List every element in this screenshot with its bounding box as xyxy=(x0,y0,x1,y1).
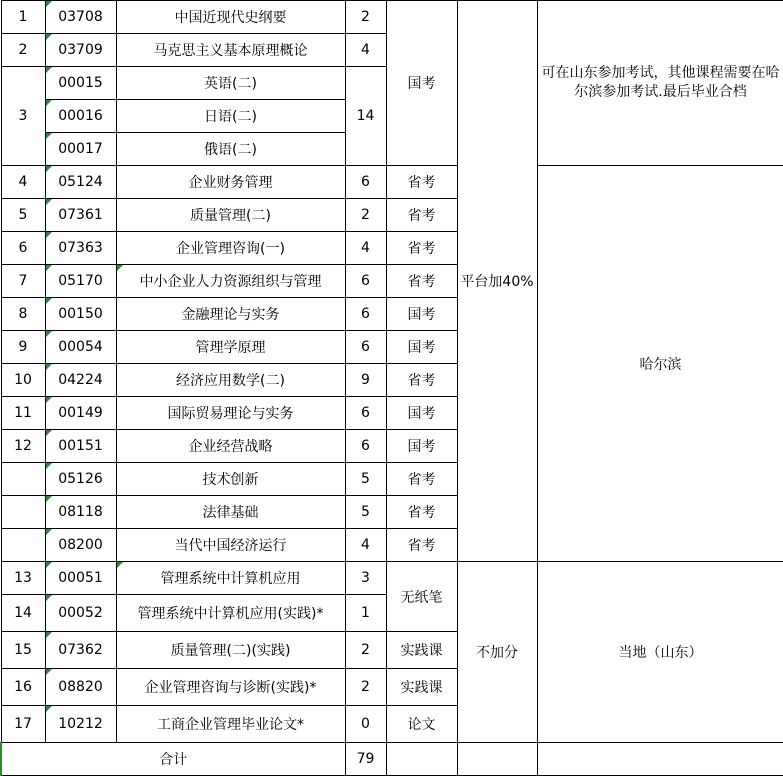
course-code: 00015 xyxy=(45,67,116,100)
course-name: 管理系统中计算机应用(实践)* xyxy=(116,595,345,632)
row-number: 11 xyxy=(1,397,45,430)
course-name: 技术创新 xyxy=(116,463,345,496)
credit: 0 xyxy=(345,706,386,743)
course-code: 08200 xyxy=(45,529,116,562)
exam-type: 省考 xyxy=(386,529,457,562)
empty-cell xyxy=(386,743,457,776)
row-number xyxy=(1,496,45,529)
credit: 5 xyxy=(345,496,386,529)
exam-type: 省考 xyxy=(386,265,457,298)
row-number: 17 xyxy=(1,706,45,743)
row-number: 4 xyxy=(1,166,45,199)
course-name: 管理系统中计算机应用 xyxy=(116,562,345,595)
course-code: 03709 xyxy=(45,34,116,67)
exam-type: 国考 xyxy=(386,430,457,463)
credit: 4 xyxy=(345,34,386,67)
credit: 14 xyxy=(345,67,386,166)
credit: 3 xyxy=(345,562,386,595)
course-name: 当代中国经济运行 xyxy=(116,529,345,562)
row-number: 14 xyxy=(1,595,45,632)
course-code: 03708 xyxy=(45,1,116,34)
course-code: 07363 xyxy=(45,232,116,265)
bonus: 平台加40% xyxy=(457,1,537,562)
course-name: 日语(二) xyxy=(116,100,345,133)
exam-type: 省考 xyxy=(386,364,457,397)
credit: 6 xyxy=(345,298,386,331)
exam-type: 论文 xyxy=(386,706,457,743)
row-number: 15 xyxy=(1,632,45,669)
course-code: 00051 xyxy=(45,562,116,595)
exam-type: 国考 xyxy=(386,331,457,364)
course-code: 00151 xyxy=(45,430,116,463)
credit: 2 xyxy=(345,669,386,706)
credit: 6 xyxy=(345,331,386,364)
credit: 6 xyxy=(345,265,386,298)
course-code: 05170 xyxy=(45,265,116,298)
exam-type: 省考 xyxy=(386,232,457,265)
course-code: 04224 xyxy=(45,364,116,397)
exam-type: 实践课 xyxy=(386,669,457,706)
course-name: 马克思主义基本原理概论 xyxy=(116,34,345,67)
course-code: 00052 xyxy=(45,595,116,632)
course-name: 企业财务管理 xyxy=(116,166,345,199)
course-code: 00054 xyxy=(45,331,116,364)
course-name: 工商企业管理毕业论文* xyxy=(116,706,345,743)
credit: 2 xyxy=(345,1,386,34)
course-code: 08118 xyxy=(45,496,116,529)
credit: 5 xyxy=(345,463,386,496)
row-number: 13 xyxy=(1,562,45,595)
course-code: 07361 xyxy=(45,199,116,232)
row-number: 7 xyxy=(1,265,45,298)
row-number: 5 xyxy=(1,199,45,232)
course-name: 金融理论与实务 xyxy=(116,298,345,331)
row-number: 3 xyxy=(1,67,45,166)
row-number xyxy=(1,463,45,496)
credit: 4 xyxy=(345,232,386,265)
exam-type: 实践课 xyxy=(386,632,457,669)
credit: 2 xyxy=(345,199,386,232)
exam-type: 国考 xyxy=(386,397,457,430)
course-code: 10212 xyxy=(45,706,116,743)
course-name: 中小企业人力资源组织与管理 xyxy=(116,265,345,298)
empty-cell xyxy=(537,743,783,776)
course-name: 质量管理(二)(实践) xyxy=(116,632,345,669)
row-number: 10 xyxy=(1,364,45,397)
exam-type: 省考 xyxy=(386,496,457,529)
exam-type: 国考 xyxy=(386,1,457,166)
course-code: 07362 xyxy=(45,632,116,669)
empty-cell xyxy=(457,743,537,776)
table-row xyxy=(1,562,783,595)
exam-type: 国考 xyxy=(386,298,457,331)
row-number: 8 xyxy=(1,298,45,331)
course-code: 00017 xyxy=(45,133,116,166)
credit: 2 xyxy=(345,632,386,669)
course-name: 经济应用数学(二) xyxy=(116,364,345,397)
course-name: 英语(二) xyxy=(116,67,345,100)
row-number: 2 xyxy=(1,34,45,67)
row-number: 1 xyxy=(1,1,45,34)
course-name: 质量管理(二) xyxy=(116,199,345,232)
credit: 6 xyxy=(345,166,386,199)
exam-type: 省考 xyxy=(386,199,457,232)
course-code: 00150 xyxy=(45,298,116,331)
total-row xyxy=(1,743,783,776)
course-name: 中国近现代史纲要 xyxy=(116,1,345,34)
row-number: 6 xyxy=(1,232,45,265)
exam-type: 省考 xyxy=(386,166,457,199)
exam-location: 哈尔滨 xyxy=(537,166,783,562)
course-code: 08820 xyxy=(45,669,116,706)
table-row xyxy=(1,1,783,34)
course-code: 00149 xyxy=(45,397,116,430)
exam-type: 省考 xyxy=(386,463,457,496)
course-name: 法律基础 xyxy=(116,496,345,529)
course-name: 企业经营战略 xyxy=(116,430,345,463)
credit: 4 xyxy=(345,529,386,562)
course-code: 00016 xyxy=(45,100,116,133)
total-label: 合计 xyxy=(1,743,345,776)
total-credit: 79 xyxy=(345,743,386,776)
course-name: 国际贸易理论与实务 xyxy=(116,397,345,430)
course-name: 企业管理咨询(一) xyxy=(116,232,345,265)
bonus: 不加分 xyxy=(457,562,537,743)
course-code: 05126 xyxy=(45,463,116,496)
course-name: 俄语(二) xyxy=(116,133,345,166)
row-number: 12 xyxy=(1,430,45,463)
credit: 1 xyxy=(345,595,386,632)
exam-type: 无纸笔 xyxy=(386,562,457,632)
course-name: 管理学原理 xyxy=(116,331,345,364)
row-number xyxy=(1,529,45,562)
course-name: 企业管理咨询与诊断(实践)* xyxy=(116,669,345,706)
row-number: 16 xyxy=(1,669,45,706)
credit: 6 xyxy=(345,430,386,463)
exam-location: 当地（山东） xyxy=(537,562,783,743)
course-code: 05124 xyxy=(45,166,116,199)
exam-location: 可在山东参加考试，其他课程需要在哈尔滨参加考试.最后毕业合档 xyxy=(537,1,783,166)
credit: 9 xyxy=(345,364,386,397)
credit: 6 xyxy=(345,397,386,430)
row-number: 9 xyxy=(1,331,45,364)
table-row xyxy=(1,166,783,199)
